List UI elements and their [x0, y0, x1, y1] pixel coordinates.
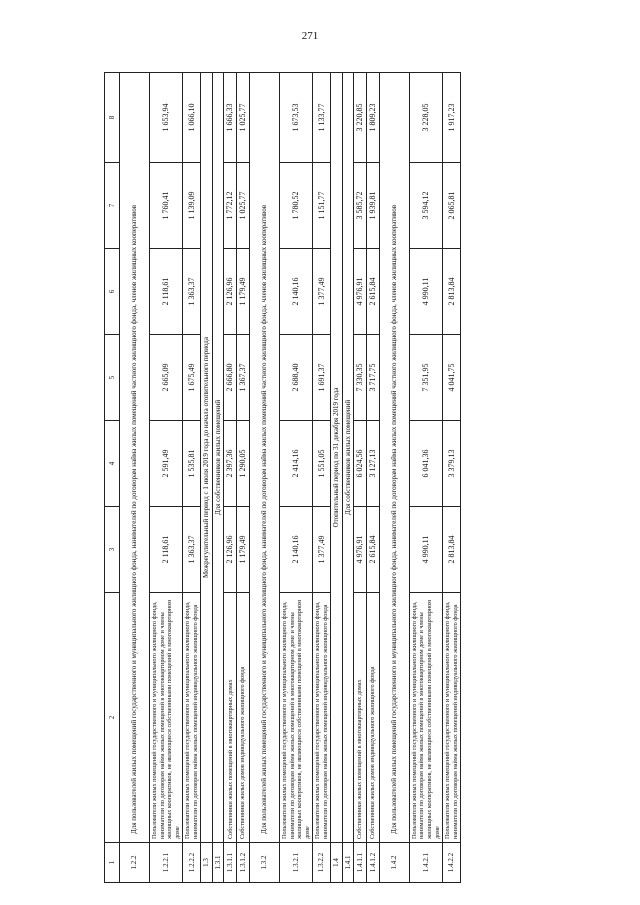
row-code: 1.3.1 — [212, 843, 224, 883]
table-row — [313, 73, 331, 883]
row-value: 2 126,96 — [224, 507, 237, 593]
row-value: 2 140,16 — [279, 249, 312, 335]
row-name: Пользователи жилых помещений государственного и муниципального жилищного фонда, наниматели по договорам найма жилых помещений в многоквартирном доме и члены жилищных кооперативов, не являющиеся собственниками помещений в многоквартирном доме — [150, 593, 183, 843]
row-value: 2 140,16 — [279, 507, 312, 593]
row-value: 1 691,37 — [313, 335, 331, 421]
row-value: 1 780,52 — [279, 163, 312, 249]
section-row — [249, 73, 279, 883]
table-row — [409, 73, 442, 883]
row-value: 1 179,49 — [237, 249, 250, 335]
row-code: 1.3.2.1 — [279, 843, 312, 883]
row-value: 3 594,12 — [409, 163, 442, 249]
row-name: Пользователи жилых помещений государственного и муниципального жилищного фонда, наниматели по договорам найма жилых помещений в многоквартирном доме и члены жилищных кооперативов, не являющиеся собственниками помещений в многоквартирном доме — [279, 593, 312, 843]
section-row — [342, 73, 354, 883]
row-value: 7 351,95 — [409, 335, 442, 421]
column-header: 1 — [105, 843, 120, 883]
row-code: 1.3.1.2 — [237, 843, 250, 883]
row-code: 1.2.2.1 — [150, 843, 183, 883]
row-name: Пользователи жилых помещений государственного и муниципального жилищного фонда, наниматели по договорам найма жилых помещений в многоквартирном доме и члены жилищных кооперативов, не являющиеся собственниками помещений в многоквартирном доме — [409, 593, 442, 843]
row-value: 3 127,13 — [367, 421, 380, 507]
row-name: Собственники жилых домов индивидуального жилищного фонда — [237, 593, 250, 843]
section-heading: Для пользователей жилых помещений государственного и муниципального жилищного фонда, нанимателей по договорам найма жилых помещений частного жилищного фонда, членов жилищных кооперативов — [249, 73, 279, 843]
row-value: 4 990,11 — [409, 249, 442, 335]
column-header: 4 — [105, 421, 120, 507]
row-value: 1 760,41 — [150, 163, 183, 249]
row-value: 1 133,77 — [313, 73, 331, 163]
table-row — [237, 73, 250, 883]
row-name: Пользователи жилых помещений государственного и муниципального жилищного фонда, наниматели по договорам найма жилых помещений индивидуального жилищного фонда — [183, 593, 201, 843]
row-value: 1 917,23 — [443, 73, 461, 163]
table-row — [183, 73, 201, 883]
row-code: 1.4 — [331, 843, 343, 883]
row-value: 1 653,94 — [150, 73, 183, 163]
row-name: Собственники жилых помещений в многоквартирных домах — [224, 593, 237, 843]
row-value: 1 535,81 — [183, 421, 201, 507]
section-heading: Для пользователей жилых помещений государственного и муниципального жилищного фонда, нанимателей по договорам найма жилых помещений частного жилищного фонда, членов жилищных кооперативов — [120, 73, 150, 843]
period-heading: Для собственников жилых помещений — [212, 73, 224, 843]
row-value: 3 220,85 — [354, 73, 367, 163]
row-value: 1 025,77 — [237, 73, 250, 163]
row-value: 1 139,09 — [183, 163, 201, 249]
row-name: Пользователи жилых помещений государственного и муниципального жилищного фонда, наниматели по договорам найма жилых помещений индивидуального жилищного фонда — [313, 593, 331, 843]
section-row — [212, 73, 224, 883]
section-row — [331, 73, 343, 883]
row-code: 1.3.2.2 — [313, 843, 331, 883]
row-value: 4 041,75 — [443, 335, 461, 421]
row-name: Пользователи жилых помещений государственного и муниципального жилищного фонда, наниматели по договорам найма жилых помещений индивидуального жилищного фонда — [443, 593, 461, 843]
table-row — [279, 73, 312, 883]
row-value: 1 551,05 — [313, 421, 331, 507]
row-code: 1.4.1.2 — [367, 843, 380, 883]
row-value: 6 041,36 — [409, 421, 442, 507]
row-value: 2 665,09 — [150, 335, 183, 421]
table-row — [150, 73, 183, 883]
section-row — [201, 73, 213, 883]
row-value: 4 990,11 — [409, 507, 442, 593]
row-code: 1.2.2 — [120, 843, 150, 883]
row-code: 1.4.2.2 — [443, 843, 461, 883]
column-number-row — [105, 73, 120, 883]
row-code: 1.4.1 — [342, 843, 354, 883]
row-value: 1 377,49 — [313, 507, 331, 593]
table-row — [443, 73, 461, 883]
row-value: 4 976,91 — [354, 507, 367, 593]
rotated-table-area — [104, 73, 524, 883]
row-value: 3 585,72 — [354, 163, 367, 249]
tariff-table — [104, 72, 461, 883]
column-header: 2 — [105, 593, 120, 843]
row-value: 3 228,05 — [409, 73, 442, 163]
row-code: 1.3 — [201, 843, 213, 883]
row-value: 1 367,37 — [237, 335, 250, 421]
row-value: 1 772,12 — [224, 163, 237, 249]
row-name: Собственники жилых домов индивидуального жилищного фонда — [367, 593, 380, 843]
row-value: 4 976,91 — [354, 249, 367, 335]
row-value: 1 179,49 — [237, 507, 250, 593]
row-value: 7 330,35 — [354, 335, 367, 421]
page-number: 271 — [301, 30, 319, 42]
row-name: Собственники жилых помещений в многоквартирных домах — [354, 593, 367, 843]
column-header: 6 — [105, 249, 120, 335]
row-value: 2 591,49 — [150, 421, 183, 507]
row-value: 3 717,75 — [367, 335, 380, 421]
row-value: 1 363,37 — [183, 249, 201, 335]
row-value: 6 024,56 — [354, 421, 367, 507]
table-row — [224, 73, 237, 883]
row-value: 1 675,49 — [183, 335, 201, 421]
period-heading: Межрегулительный период с 1 июля 2019 года до начала отопительного периода — [201, 73, 213, 843]
row-value: 1 377,49 — [313, 249, 331, 335]
section-row — [379, 73, 409, 883]
table-body — [105, 73, 461, 883]
row-value: 2 615,84 — [367, 249, 380, 335]
row-code: 1.4.2.1 — [409, 843, 442, 883]
row-code: 1.3.2 — [249, 843, 279, 883]
row-value: 1 666,33 — [224, 73, 237, 163]
row-value: 2 126,96 — [224, 249, 237, 335]
row-code: 1.4.1.1 — [354, 843, 367, 883]
column-header: 3 — [105, 507, 120, 593]
row-value: 1 151,77 — [313, 163, 331, 249]
row-value: 2 666,80 — [224, 335, 237, 421]
row-value: 1 290,05 — [237, 421, 250, 507]
row-value: 3 379,13 — [443, 421, 461, 507]
row-value: 2 615,84 — [367, 507, 380, 593]
period-heading: Для собственников жилых помещений — [342, 73, 354, 843]
column-header: 8 — [105, 73, 120, 163]
section-row — [120, 73, 150, 883]
row-value: 1 066,10 — [183, 73, 201, 163]
row-value: 2 813,84 — [443, 249, 461, 335]
row-value: 1 809,23 — [367, 73, 380, 163]
row-code: 1.3.1.1 — [224, 843, 237, 883]
row-value: 2 414,16 — [279, 421, 312, 507]
row-value: 1 673,53 — [279, 73, 312, 163]
section-heading: Для пользователей жилых помещений государственного и муниципального жилищного фонда, нанимателей по договорам найма жилых помещений частного жилищного фонда, членов жилищных кооперативов — [379, 73, 409, 843]
row-value: 2 813,84 — [443, 507, 461, 593]
column-header: 5 — [105, 335, 120, 421]
row-value: 2 118,61 — [150, 249, 183, 335]
column-header: 7 — [105, 163, 120, 249]
row-value: 2 065,81 — [443, 163, 461, 249]
period-heading: Отопительный период по 31 декабря 2019 года — [331, 73, 343, 843]
row-code: 1.4.2 — [379, 843, 409, 883]
table-row — [354, 73, 367, 883]
row-value: 1 939,81 — [367, 163, 380, 249]
row-value: 1 363,37 — [183, 507, 201, 593]
row-value: 1 025,77 — [237, 163, 250, 249]
row-value: 2 397,36 — [224, 421, 237, 507]
table-row — [367, 73, 380, 883]
row-value: 2 118,61 — [150, 507, 183, 593]
row-value: 2 688,40 — [279, 335, 312, 421]
row-code: 1.2.2.2 — [183, 843, 201, 883]
